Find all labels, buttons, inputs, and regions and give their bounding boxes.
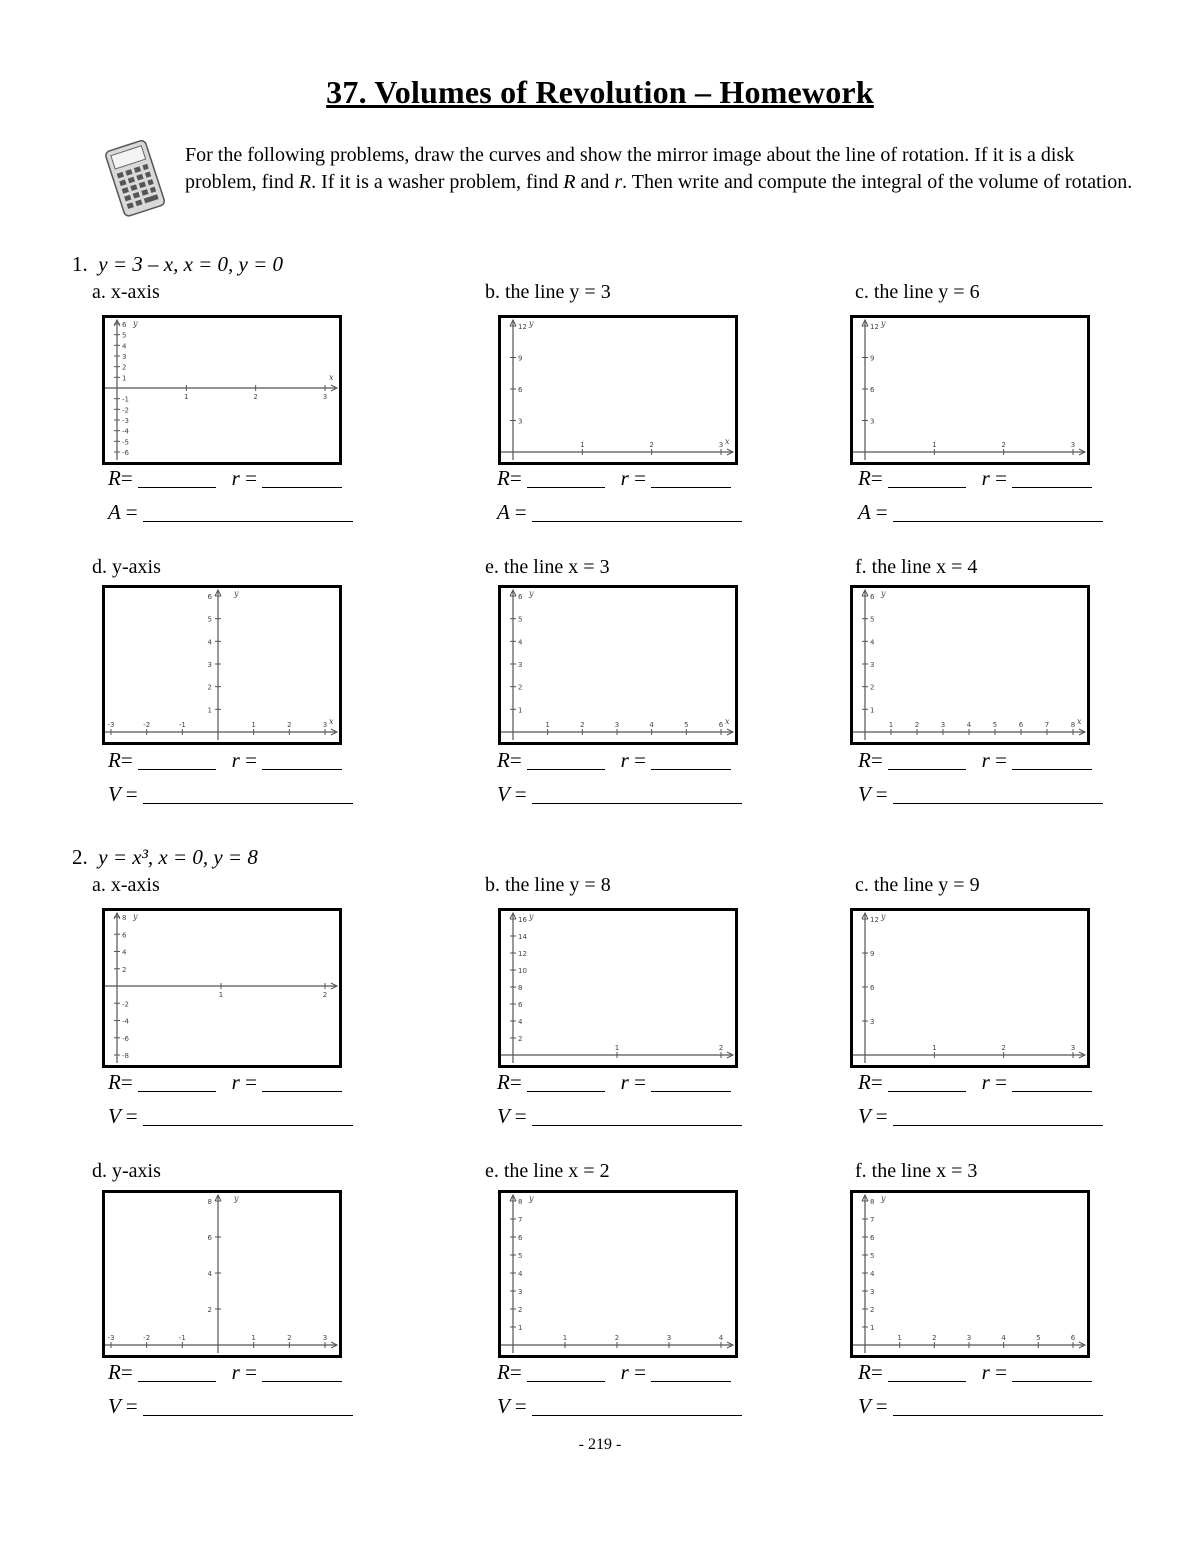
coordinate-grid[interactable] <box>102 315 342 465</box>
outer-radius-blank[interactable] <box>138 1363 216 1382</box>
result-label: V <box>858 782 871 806</box>
y-tick-label: 3 <box>122 353 127 361</box>
x-tick-label: 2 <box>253 393 258 401</box>
outer-radius-blank[interactable] <box>527 751 605 770</box>
result-label: A <box>497 500 510 524</box>
x-tick-label: 7 <box>1044 721 1050 729</box>
y-tick-label: 6 <box>518 386 523 394</box>
result-blank[interactable] <box>532 1397 742 1416</box>
x-tick-label: 4 <box>1001 1334 1006 1342</box>
y-tick-label: 6 <box>870 1234 875 1242</box>
x-tick-label: 1 <box>184 393 189 401</box>
inner-radius-blank[interactable] <box>651 1073 731 1092</box>
outer-radius-blank[interactable] <box>138 1073 216 1092</box>
outer-radius-label: R <box>858 1070 871 1094</box>
y-tick-label: 3 <box>207 661 212 669</box>
result-blank[interactable] <box>893 785 1103 804</box>
part-label: f. the line x = 4 <box>855 556 978 578</box>
result-blank[interactable] <box>143 785 353 804</box>
part-label: b. the line y = 3 <box>485 281 611 303</box>
problem-number: 1. <box>72 252 88 276</box>
x-tick-label: 3 <box>966 1334 972 1342</box>
x-tick-label: 1 <box>251 1334 256 1342</box>
result-label: A <box>858 500 871 524</box>
coordinate-grid[interactable] <box>498 585 738 745</box>
x-tick-label: 1 <box>251 721 256 729</box>
x-tick-label: 8 <box>1070 721 1076 729</box>
result-answer-line: V = <box>108 782 353 807</box>
inner-radius-blank[interactable] <box>651 1363 731 1382</box>
radius-answer-line: R= r = <box>108 1360 342 1385</box>
y-tick-label: 8 <box>870 1198 875 1206</box>
y-axis-name: y <box>234 589 239 598</box>
y-tick-label: 6 <box>518 593 523 601</box>
y-tick-label: 4 <box>122 948 127 957</box>
x-tick-label: 4 <box>966 721 972 729</box>
y-tick-label: 4 <box>518 1018 523 1026</box>
inner-radius-label: r <box>231 1360 240 1384</box>
x-tick-label: 5 <box>684 721 689 729</box>
x-tick-label: 1 <box>562 1334 568 1342</box>
coordinate-grid[interactable] <box>498 1190 738 1358</box>
x-tick-label: -2 <box>143 721 151 729</box>
outer-radius-blank[interactable] <box>527 469 605 488</box>
y-tick-label: 2 <box>870 1306 875 1314</box>
result-answer-line: A = <box>108 500 353 525</box>
outer-radius-label: R <box>108 1360 121 1384</box>
x-tick-label: 5 <box>1036 1334 1041 1342</box>
y-axis-name: y <box>133 912 138 921</box>
y-tick-label: 1 <box>518 1324 523 1332</box>
coordinate-grid[interactable] <box>498 908 738 1068</box>
y-tick-label: 3 <box>870 661 875 669</box>
instructions-text: For the following problems, draw the curves and show the mirror image about the line of rotation. If it is a disk problem, find R. If it is a washer problem, find R and r. Then write and compute the integral of the volume of rotation. <box>185 144 1133 193</box>
result-label: V <box>497 1104 510 1128</box>
radius-answer-line: R= r = <box>497 1360 731 1385</box>
x-axis-name: x <box>1077 717 1082 726</box>
result-blank[interactable] <box>893 503 1103 522</box>
x-tick-label: 2 <box>580 721 585 729</box>
y-tick-label: 8 <box>122 914 127 922</box>
outer-radius-label: R <box>497 748 510 772</box>
y-tick-label: 8 <box>518 984 523 992</box>
y-tick-label: -3 <box>122 417 129 425</box>
y-tick-label: 1 <box>122 374 127 383</box>
y-tick-label: 6 <box>207 1234 212 1242</box>
coordinate-grid[interactable] <box>850 585 1090 745</box>
y-tick-label: 12 <box>518 950 527 958</box>
part-label: e. the line x = 3 <box>485 556 610 578</box>
outer-radius-label: R <box>858 1360 871 1384</box>
result-blank[interactable] <box>143 1397 353 1416</box>
y-tick-label: -8 <box>122 1052 129 1060</box>
y-tick-label: 6 <box>518 1234 523 1242</box>
x-tick-label: 3 <box>1070 1044 1076 1052</box>
result-answer-line: V = <box>108 1394 353 1419</box>
y-axis-name: y <box>881 589 886 598</box>
inner-radius-blank[interactable] <box>651 751 731 770</box>
x-tick-label: 2 <box>718 1044 724 1052</box>
x-tick-label: 5 <box>992 721 998 729</box>
y-tick-label: -1 <box>122 395 129 404</box>
outer-radius-blank[interactable] <box>888 751 966 770</box>
x-tick-label: 1 <box>614 1044 620 1052</box>
x-tick-label: 2 <box>322 991 328 999</box>
page-title: 37. Volumes of Revolution – Homework <box>326 74 874 110</box>
y-tick-label: 1 <box>870 706 875 715</box>
x-tick-label: 1 <box>932 441 937 449</box>
x-tick-label: 2 <box>1001 1044 1006 1052</box>
coordinate-grid[interactable] <box>102 908 342 1068</box>
y-tick-label: 6 <box>870 984 875 992</box>
radius-answer-line: R= r = <box>108 1070 342 1095</box>
y-tick-label: 3 <box>870 1018 875 1026</box>
outer-radius-blank[interactable] <box>138 469 216 488</box>
y-tick-label: 9 <box>518 354 523 363</box>
result-label: V <box>858 1104 871 1128</box>
x-tick-label: 2 <box>932 1334 937 1342</box>
y-tick-label: 2 <box>870 683 875 692</box>
y-axis-name: y <box>881 319 886 328</box>
inner-radius-label: r <box>231 1070 240 1094</box>
y-tick-label: -4 <box>122 1017 129 1026</box>
outer-radius-label: R <box>108 1070 121 1094</box>
x-tick-label: 2 <box>914 721 920 729</box>
calculator-icon <box>100 138 172 218</box>
radius-answer-line: R= r = <box>858 466 1092 491</box>
inner-radius-label: r <box>231 466 240 490</box>
inner-radius-label: r <box>620 1360 629 1384</box>
y-tick-label: 10 <box>518 967 527 975</box>
part-label: b. the line y = 8 <box>485 874 611 896</box>
x-tick-label: -3 <box>107 1334 115 1342</box>
result-blank[interactable] <box>143 1107 353 1126</box>
x-tick-label: 2 <box>649 441 654 449</box>
coordinate-grid[interactable] <box>850 908 1090 1068</box>
x-tick-label: 3 <box>940 721 946 729</box>
y-tick-label: 5 <box>870 615 875 624</box>
y-tick-label: 6 <box>207 593 212 601</box>
x-tick-label: 3 <box>322 393 328 401</box>
inner-radius-blank[interactable] <box>1012 1363 1092 1382</box>
x-axis-name: x <box>329 373 334 382</box>
y-tick-label: 4 <box>518 1270 523 1278</box>
radius-answer-line: R= r = <box>858 748 1092 773</box>
y-tick-label: 3 <box>518 661 523 669</box>
y-tick-label: 4 <box>122 342 127 351</box>
y-tick-label: -2 <box>122 406 129 415</box>
result-answer-line: V = <box>858 1394 1103 1419</box>
x-tick-label: 2 <box>614 1334 620 1342</box>
y-tick-label: 4 <box>207 638 212 647</box>
result-label: A <box>108 500 121 524</box>
radius-answer-line: R= r = <box>858 1070 1092 1095</box>
y-tick-label: 2 <box>207 1306 212 1314</box>
result-blank[interactable] <box>893 1397 1103 1416</box>
x-tick-label: 6 <box>1018 721 1024 729</box>
y-axis-name: y <box>881 912 886 921</box>
y-axis-name: y <box>529 1194 534 1203</box>
radius-answer-line: R= r = <box>497 466 731 491</box>
y-tick-label: 16 <box>518 916 527 924</box>
y-tick-label: 14 <box>518 933 527 941</box>
y-tick-label: 5 <box>870 1252 875 1260</box>
result-label: V <box>858 1394 871 1418</box>
x-tick-label: 1 <box>545 721 550 729</box>
problem-1-header <box>72 252 283 277</box>
coordinate-grid[interactable] <box>850 315 1090 465</box>
inner-radius-label: r <box>620 748 629 772</box>
result-blank[interactable] <box>532 785 742 804</box>
y-tick-label: 2 <box>122 965 127 974</box>
coordinate-grid[interactable] <box>102 585 342 745</box>
y-tick-label: 2 <box>122 363 127 372</box>
outer-radius-label: R <box>497 1360 510 1384</box>
y-tick-label: 1 <box>207 706 212 715</box>
x-tick-label: -1 <box>178 1334 186 1342</box>
y-tick-label: 2 <box>207 683 212 692</box>
x-tick-label: 2 <box>1001 441 1006 449</box>
x-tick-label: 6 <box>1070 1334 1076 1342</box>
x-tick-label: 3 <box>322 1334 328 1342</box>
inner-radius-blank[interactable] <box>262 469 342 488</box>
inner-radius-blank[interactable] <box>651 469 731 488</box>
part-label: e. the line x = 2 <box>485 1160 610 1182</box>
y-tick-label: 6 <box>870 386 875 394</box>
y-axis-name: y <box>133 319 138 328</box>
outer-radius-label: R <box>858 748 871 772</box>
coordinate-grid[interactable] <box>102 1190 342 1358</box>
result-label: V <box>108 1104 121 1128</box>
radius-answer-line: R= r = <box>108 466 342 491</box>
outer-radius-label: R <box>108 748 121 772</box>
part-label: f. the line x = 3 <box>855 1160 978 1182</box>
result-answer-line: V = <box>497 1394 742 1419</box>
result-blank[interactable] <box>143 503 353 522</box>
part-label: d. y-axis <box>92 1160 161 1182</box>
y-tick-label: 8 <box>518 1198 523 1206</box>
x-tick-label: 1 <box>218 991 224 999</box>
outer-radius-label: R <box>497 1070 510 1094</box>
inner-radius-blank[interactable] <box>262 751 342 770</box>
x-tick-label: 1 <box>580 441 585 449</box>
x-tick-label: 4 <box>649 721 654 729</box>
y-tick-label: 6 <box>122 321 127 329</box>
page-number: - 219 - <box>578 1436 622 1453</box>
y-tick-label: 3 <box>518 1288 523 1296</box>
y-tick-label: 2 <box>518 683 523 692</box>
problem-equation: y = 3 – x, x = 0, y = 0 <box>98 252 284 276</box>
y-tick-label: 5 <box>518 615 523 624</box>
y-tick-label: 7 <box>518 1216 523 1224</box>
x-tick-label: 4 <box>718 1334 724 1342</box>
radius-answer-line: R= r = <box>108 748 342 773</box>
x-tick-label: 1 <box>932 1044 937 1052</box>
y-tick-label: 12 <box>518 323 527 331</box>
y-tick-label: -6 <box>122 1034 129 1043</box>
y-axis-name: y <box>881 1194 886 1203</box>
outer-radius-blank[interactable] <box>888 469 966 488</box>
result-answer-line: V = <box>497 1104 742 1129</box>
problem-2-header <box>72 845 258 870</box>
y-tick-label: 12 <box>870 916 879 924</box>
y-tick-label: 5 <box>207 615 212 624</box>
y-tick-label: 4 <box>870 638 875 647</box>
inner-radius-blank[interactable] <box>262 1073 342 1092</box>
y-tick-label: -6 <box>122 449 129 457</box>
part-label: d. y-axis <box>92 556 161 578</box>
x-tick-label: 3 <box>666 1334 672 1342</box>
outer-radius-label: R <box>858 466 871 490</box>
x-tick-label: 1 <box>888 721 894 729</box>
y-tick-label: 4 <box>518 638 523 647</box>
result-answer-line: V = <box>858 782 1103 807</box>
y-tick-label: 5 <box>122 331 127 340</box>
outer-radius-blank[interactable] <box>888 1073 966 1092</box>
inner-radius-label: r <box>981 748 990 772</box>
y-tick-label: 8 <box>207 1198 212 1206</box>
y-tick-label: 1 <box>518 706 523 715</box>
x-tick-label: -2 <box>143 1334 151 1342</box>
y-tick-label: 5 <box>518 1252 523 1260</box>
inner-radius-label: r <box>981 1070 990 1094</box>
result-label: V <box>108 782 121 806</box>
x-tick-label: 3 <box>718 441 724 449</box>
x-tick-label: 3 <box>1070 441 1076 449</box>
y-tick-label: -5 <box>122 438 129 447</box>
y-tick-label: 4 <box>870 1270 875 1278</box>
x-axis-name: x <box>329 717 334 726</box>
y-tick-label: 9 <box>870 354 875 363</box>
radius-answer-line: R= r = <box>497 1070 731 1095</box>
x-tick-label: 6 <box>718 721 724 729</box>
x-tick-label: 2 <box>287 1334 292 1342</box>
x-tick-label: -1 <box>178 721 186 729</box>
inner-radius-label: r <box>231 748 240 772</box>
inner-radius-label: r <box>620 466 629 490</box>
result-blank[interactable] <box>532 1107 742 1126</box>
part-label: a. x-axis <box>92 281 160 303</box>
radius-answer-line: R= r = <box>858 1360 1092 1385</box>
result-label: V <box>108 1394 121 1418</box>
x-tick-label: 1 <box>897 1334 902 1342</box>
x-tick-label: 3 <box>322 721 328 729</box>
x-tick-label: -3 <box>107 721 115 729</box>
y-tick-label: 2 <box>518 1306 523 1314</box>
inner-radius-blank[interactable] <box>1012 469 1092 488</box>
result-answer-line: A = <box>497 500 742 525</box>
problem-equation: y = x³, x = 0, y = 8 <box>98 845 258 869</box>
result-blank[interactable] <box>893 1107 1103 1126</box>
x-axis-name: x <box>725 437 730 446</box>
result-label: V <box>497 782 510 806</box>
y-tick-label: 6 <box>518 1001 523 1009</box>
outer-radius-blank[interactable] <box>527 1363 605 1382</box>
y-tick-label: 7 <box>870 1216 875 1224</box>
result-answer-line: V = <box>858 1104 1103 1129</box>
inner-radius-label: r <box>620 1070 629 1094</box>
y-axis-name: y <box>529 912 534 921</box>
part-label: c. the line y = 6 <box>855 281 980 303</box>
y-tick-label: 12 <box>870 323 879 331</box>
x-tick-label: 2 <box>287 721 292 729</box>
y-tick-label: 6 <box>122 931 127 940</box>
y-axis-name: y <box>529 589 534 598</box>
y-tick-label: 2 <box>518 1035 523 1043</box>
result-answer-line: V = <box>108 1104 353 1129</box>
y-tick-label: -2 <box>122 1000 129 1009</box>
result-label: V <box>497 1394 510 1418</box>
y-axis-name: y <box>234 1194 239 1203</box>
result-blank[interactable] <box>532 503 742 522</box>
y-tick-label: 9 <box>870 950 875 958</box>
outer-radius-blank[interactable] <box>527 1073 605 1092</box>
y-tick-label: 3 <box>870 417 875 426</box>
outer-radius-blank[interactable] <box>888 1363 966 1382</box>
outer-radius-blank[interactable] <box>138 751 216 770</box>
part-label: c. the line y = 9 <box>855 874 980 896</box>
y-axis-name: y <box>529 319 534 328</box>
radius-answer-line: R= r = <box>497 748 731 773</box>
y-tick-label: 3 <box>518 417 523 426</box>
result-answer-line: V = <box>497 782 742 807</box>
y-tick-label: 1 <box>870 1324 875 1332</box>
x-tick-label: 3 <box>614 721 620 729</box>
y-tick-label: -4 <box>122 427 129 436</box>
result-answer-line: A = <box>858 500 1103 525</box>
y-tick-label: 3 <box>870 1288 875 1296</box>
inner-radius-blank[interactable] <box>262 1363 342 1382</box>
x-axis-name: x <box>725 717 730 726</box>
outer-radius-label: R <box>108 466 121 490</box>
y-tick-label: 6 <box>870 593 875 601</box>
part-label: a. x-axis <box>92 874 160 896</box>
coordinate-grid[interactable] <box>498 315 738 465</box>
outer-radius-label: R <box>497 466 510 490</box>
inner-radius-blank[interactable] <box>1012 751 1092 770</box>
y-tick-label: 4 <box>207 1270 212 1278</box>
problem-number: 2. <box>72 845 88 869</box>
inner-radius-label: r <box>981 1360 990 1384</box>
coordinate-grid[interactable] <box>850 1190 1090 1358</box>
inner-radius-label: r <box>981 466 990 490</box>
inner-radius-blank[interactable] <box>1012 1073 1092 1092</box>
